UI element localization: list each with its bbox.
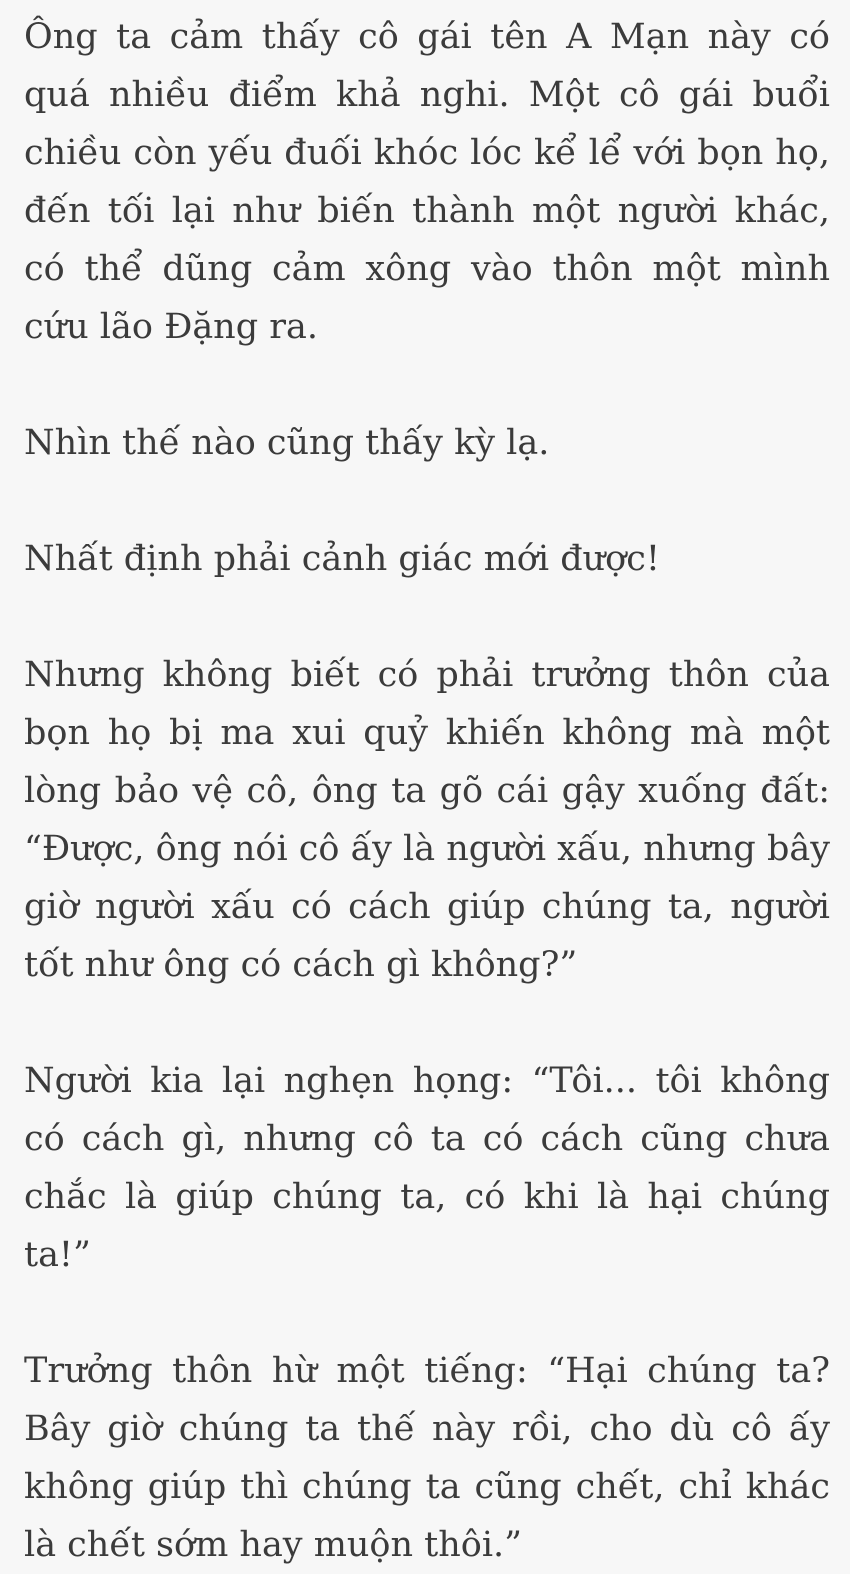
- paragraph: Người kia lại nghẹn họng: “Tôi... tôi không có cách gì, nhưng cô ta có cách cũng chưa chắc là giúp chúng ta, có khi là hại chúng ta!”: [24, 1061, 830, 1275]
- paragraph: Trưởng thôn hừ một tiếng: “Hại chúng ta? Bây giờ chúng ta thế này rồi, cho dù cô ấy không giúp thì chúng ta cũng chết, chỉ khác là chết sớm hay muộn thôi.”: [24, 1351, 830, 1565]
- paragraph: Nhất định phải cảnh giác mới được!: [24, 539, 660, 579]
- paragraph: Nhìn thế nào cũng thấy kỳ lạ.: [24, 423, 550, 463]
- paragraph: Ông ta cảm thấy cô gái tên A Mạn này có quá nhiều điểm khả nghi. Một cô gái buổi chiều còn yếu đuối khóc lóc kể lể với bọn họ, đến tối lại như biến thành một người khác, có thể dũng cảm xông vào thôn một mình cứu lão Đặng ra.: [24, 17, 830, 347]
- paragraph: Nhưng không biết có phải trưởng thôn của bọn họ bị ma xui quỷ khiến không mà một lòng bảo vệ cô, ông ta gõ cái gậy xuống đất: “Được, ông nói cô ấy là người xấu, nhưng bây giờ người xấu có cách giúp chúng ta, người tốt như ông có cách gì không?”: [24, 655, 830, 985]
